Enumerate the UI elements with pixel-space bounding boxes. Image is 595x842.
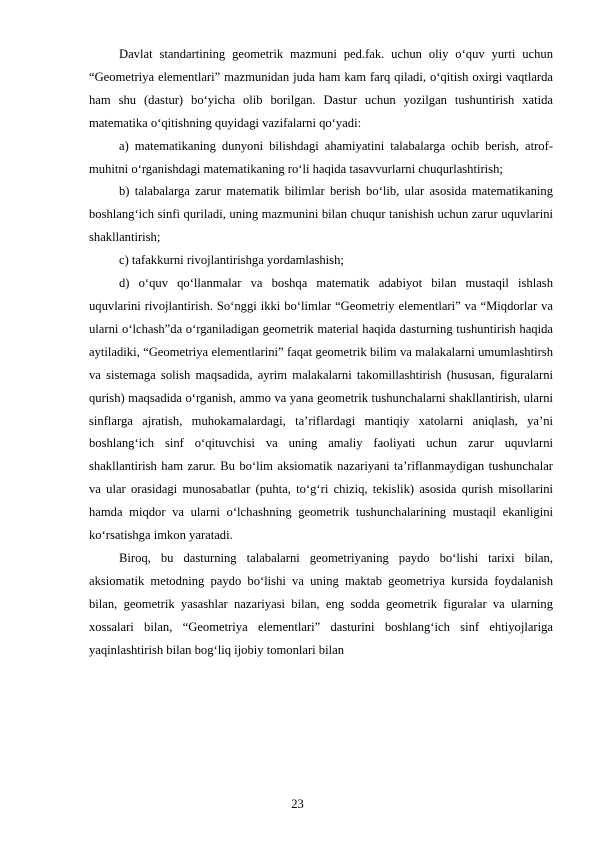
paragraph-4: c) tafakkurni rivojlantirishga yordamlashish; xyxy=(119,253,344,268)
body-text xyxy=(89,43,553,661)
paragraph-5: d) o‘quv qo‘llanmalar va boshqa matematik adabiyot bilan mustaqil ishlash uquvlarini rivojlantirish. So‘nggi ikki bo‘limlar “Geometriy elementlari” va “Miqdorlar va ularni o‘lchash”da o‘rganiladigan geometrik material haqida dasturning tushuntirish haqida aytiladiki, “Geometriya elementlarini” faqat geometrik bilim va malakalarni umumlashtirsh va sistemaga solish maqsadida, ayrim malakalarni takomillashtirish (hususan, figuralarni qurish) maqsadida o‘rganish, ammo va yana geometrik tushunchalarni shakllantirish, ularni sinflarga ajratish, muhokamalardagi, ta’riflardagi mantiqiy xatolarni aniqlash, ya’ni boshlang‘ich sinf o‘qituvchisi va uning amaliy faoliyati uchun zarur uquvlarni shakllantirish ham zarur. Bu bo‘lim aksiomatik nazariyani ta’riflanmaydigan tushunchalar va ular orasidagi munosabatlar (puhta, to‘g‘ri chiziq, tekislik) asosida qurish misollarini hamda miqdor va ularni o‘lchashning geometrik tushunchalarining mustaqil ekanligini ko‘rsatishga imkon yaratadi. xyxy=(89,276,553,543)
paragraph-2: a) matematikaning dunyoni bilishdagi ahamiyatini talabalarga ochib berish, atrof-muhitni o‘rganishdagi matematikaning ro‘li haqida tasavvurlarni chuqurlashtirish; xyxy=(89,138,553,176)
paragraph-1: Davlat standartining geometrik mazmuni ped.fak. uchun oliy o‘quv yurti uchun “Geometriya elementlari” mazmunidan juda ham kam farq qiladi, o‘qitish oxirgi vaqtlarda ham shu (dastur) bo‘yicha olib borilgan. Dastur uchun yozilgan tushuntirish xatida matematika o‘qitishning quyidagi vazifalarni qo‘yadi: xyxy=(89,47,553,130)
paragraph-3: b) talabalarga zarur matematik bilimlar berish bo‘lib, ular asosida matematikaning boshlang‘ich sinfi quriladi, uning mazmunini bilan chuqur tanishish uchun zarur uquvlarini shakllantirish; xyxy=(89,184,553,245)
page-number: 23 xyxy=(291,797,304,811)
paragraph-6: Biroq, bu dasturning talabalarni geometriyaning paydo bo‘lishi tarixi bilan, aksiomatik metodning paydo bo‘lishi va uning maktab geometriya kursida foydalanish bilan, geometrik yasashlar nazariyasi bilan, eng sodda geometrik figuralar va ularning xossalari bilan, “Geometriya elementlari” dasturini boshlang‘ich sinf ehtiyojlariga yaqinlashtirish bilan bog‘liq ijobiy tomonlari bilan xyxy=(89,550,553,657)
